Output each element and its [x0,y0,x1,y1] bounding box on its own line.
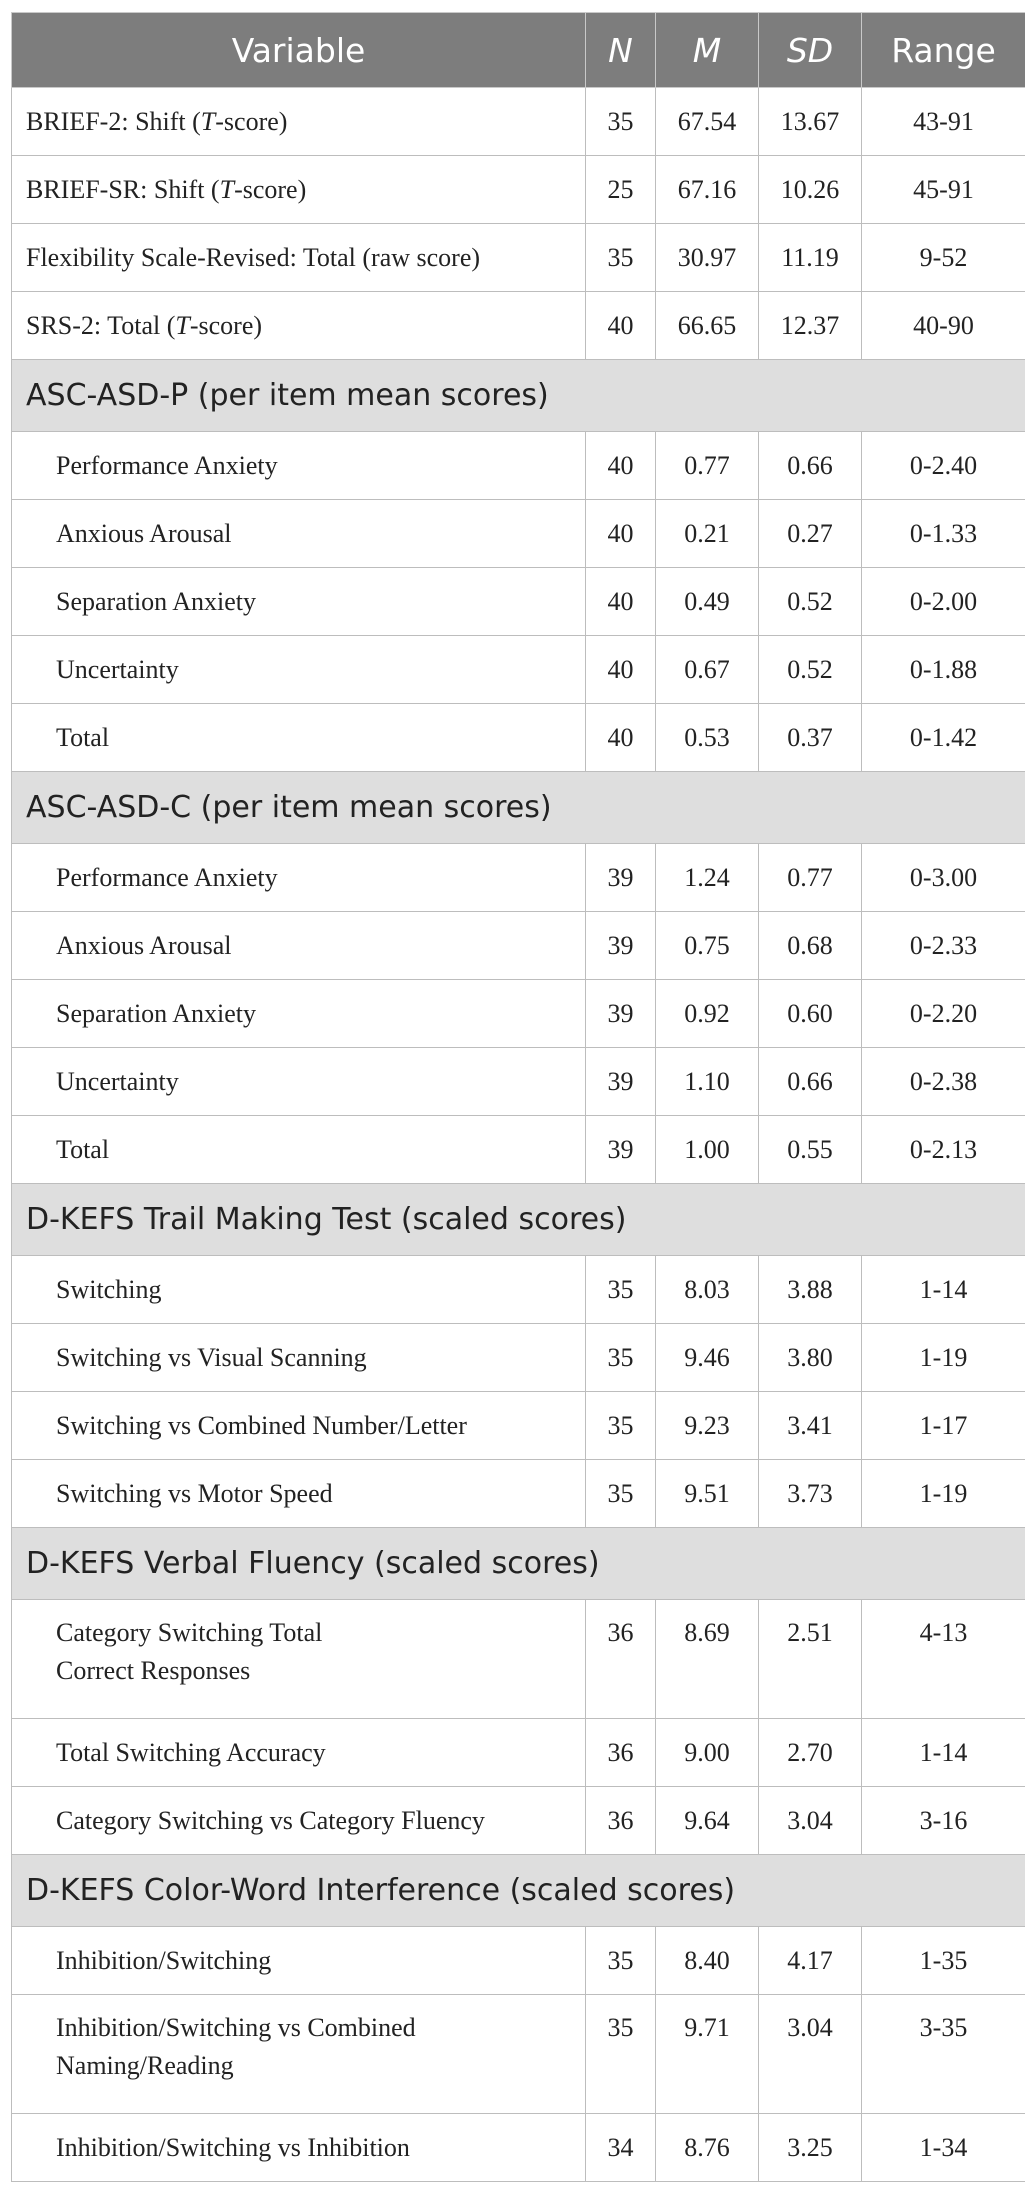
cell-m: 1.24 [656,844,759,912]
row-label: Inhibition/Switching [12,1927,586,1995]
cell-range: 1-19 [862,1324,1025,1392]
section-title: ASC-ASD-C (per item mean scores) [12,772,1025,844]
table-row [12,912,1025,980]
cell-range: 1-34 [862,2114,1025,2182]
row-label: Total [12,1116,586,1184]
section-title: D-KEFS Color-Word Interference (scaled scores) [12,1855,1025,1927]
cell-m: 0.77 [656,432,759,500]
cell-sd: 3.04 [759,1995,862,2114]
cell-n: 35 [586,1256,656,1324]
row-label: Switching vs Motor Speed [12,1460,586,1528]
cell-range: 0-1.88 [862,636,1025,704]
section-header-row [12,1855,1025,1927]
row-label: Anxious Arousal [12,912,586,980]
cell-sd: 2.70 [759,1719,862,1787]
cell-sd: 3.25 [759,2114,862,2182]
cell-range: 1-35 [862,1927,1025,1995]
header-range: Range [862,13,1025,88]
cell-m: 0.49 [656,568,759,636]
header-m: M [656,13,759,88]
cell-range: 0-1.42 [862,704,1025,772]
table-row [12,704,1025,772]
row-label: Uncertainty [12,636,586,704]
row-label: Total [12,704,586,772]
table-row [12,292,1025,360]
row-label: Total Switching Accuracy [12,1719,586,1787]
cell-n: 39 [586,1116,656,1184]
cell-sd: 10.26 [759,156,862,224]
table-row [12,1048,1025,1116]
cell-m: 0.92 [656,980,759,1048]
cell-range: 0-2.33 [862,912,1025,980]
cell-range: 1-19 [862,1460,1025,1528]
cell-n: 40 [586,704,656,772]
row-label: Performance Anxiety [12,432,586,500]
table-row [12,1256,1025,1324]
cell-n: 34 [586,2114,656,2182]
cell-m: 9.51 [656,1460,759,1528]
table-row [12,224,1025,292]
table-row [12,500,1025,568]
cell-range: 43-91 [862,88,1025,156]
cell-range: 45-91 [862,156,1025,224]
cell-n: 35 [586,1995,656,2114]
cell-sd: 0.77 [759,844,862,912]
cell-m: 8.76 [656,2114,759,2182]
table-row [12,432,1025,500]
row-label: Separation Anxiety [12,980,586,1048]
cell-n: 40 [586,292,656,360]
cell-range: 3-35 [862,1995,1025,2114]
cell-range: 4-13 [862,1600,1025,1719]
cell-sd: 3.80 [759,1324,862,1392]
cell-m: 9.00 [656,1719,759,1787]
cell-n: 36 [586,1600,656,1719]
cell-sd: 0.37 [759,704,862,772]
cell-range: 1-14 [862,1719,1025,1787]
row-label: Inhibition/Switching vs Inhibition [12,2114,586,2182]
table-row [12,1324,1025,1392]
cell-range: 0-2.00 [862,568,1025,636]
row-label: Flexibility Scale-Revised: Total (raw score) [12,224,586,292]
header-variable: Variable [12,13,586,88]
cell-sd: 0.27 [759,500,862,568]
row-label: Switching [12,1256,586,1324]
cell-sd: 0.66 [759,1048,862,1116]
cell-m: 66.65 [656,292,759,360]
cell-n: 35 [586,1460,656,1528]
cell-m: 9.71 [656,1995,759,2114]
table-row [12,88,1025,156]
cell-n: 36 [586,1719,656,1787]
section-header-row [12,360,1025,432]
header-n: N [586,13,656,88]
cell-m: 9.46 [656,1324,759,1392]
cell-m: 0.53 [656,704,759,772]
cell-m: 0.67 [656,636,759,704]
cell-n: 39 [586,1048,656,1116]
cell-m: 8.40 [656,1927,759,1995]
cell-n: 40 [586,636,656,704]
row-label: Category Switching Total Correct Responses [12,1600,586,1719]
cell-sd: 0.52 [759,636,862,704]
cell-m: 1.00 [656,1116,759,1184]
cell-sd: 0.66 [759,432,862,500]
cell-range: 0-2.13 [862,1116,1025,1184]
table-row [12,2114,1025,2182]
table-row [12,1719,1025,1787]
cell-range: 40-90 [862,292,1025,360]
header-row [12,13,1025,88]
descriptive-statistics-table [11,12,1025,2182]
cell-sd: 0.52 [759,568,862,636]
row-label: Switching vs Combined Number/Letter [12,1392,586,1460]
section-title: D-KEFS Verbal Fluency (scaled scores) [12,1528,1025,1600]
cell-sd: 3.88 [759,1256,862,1324]
cell-m: 0.21 [656,500,759,568]
cell-n: 39 [586,980,656,1048]
table-row [12,1995,1025,2114]
cell-range: 0-1.33 [862,500,1025,568]
section-header-row [12,1528,1025,1600]
cell-sd: 0.55 [759,1116,862,1184]
cell-sd: 4.17 [759,1927,862,1995]
cell-range: 0-3.00 [862,844,1025,912]
cell-range: 3-16 [862,1787,1025,1855]
cell-m: 67.16 [656,156,759,224]
section-header-row [12,772,1025,844]
cell-range: 0-2.40 [862,432,1025,500]
cell-sd: 3.73 [759,1460,862,1528]
cell-n: 40 [586,500,656,568]
cell-n: 39 [586,844,656,912]
cell-range: 0-2.20 [862,980,1025,1048]
row-label: Performance Anxiety [12,844,586,912]
table-row [12,1116,1025,1184]
row-label: BRIEF-SR: Shift (T-score) [12,156,586,224]
cell-sd: 11.19 [759,224,862,292]
cell-m: 0.75 [656,912,759,980]
section-title: ASC-ASD-P (per item mean scores) [12,360,1025,432]
table-row [12,1392,1025,1460]
cell-n: 35 [586,1324,656,1392]
row-label: Category Switching vs Category Fluency [12,1787,586,1855]
cell-sd: 12.37 [759,292,862,360]
cell-range: 0-2.38 [862,1048,1025,1116]
header-sd: SD [759,13,862,88]
cell-m: 8.69 [656,1600,759,1719]
cell-n: 25 [586,156,656,224]
table-row [12,1460,1025,1528]
cell-n: 39 [586,912,656,980]
cell-n: 35 [586,1927,656,1995]
cell-sd: 13.67 [759,88,862,156]
cell-range: 9-52 [862,224,1025,292]
table-row [12,980,1025,1048]
cell-sd: 2.51 [759,1600,862,1719]
cell-n: 35 [586,88,656,156]
cell-m: 67.54 [656,88,759,156]
cell-sd: 3.04 [759,1787,862,1855]
cell-n: 40 [586,432,656,500]
row-label: BRIEF-2: Shift (T-score) [12,88,586,156]
cell-m: 30.97 [656,224,759,292]
cell-range: 1-17 [862,1392,1025,1460]
cell-n: 35 [586,224,656,292]
row-label: Separation Anxiety [12,568,586,636]
table-row [12,568,1025,636]
table-row [12,1787,1025,1855]
cell-sd: 0.68 [759,912,862,980]
table-row [12,844,1025,912]
cell-sd: 3.41 [759,1392,862,1460]
row-label: Inhibition/Switching vs Combined Naming/Reading [12,1995,586,2114]
row-label: Uncertainty [12,1048,586,1116]
section-header-row [12,1184,1025,1256]
cell-sd: 0.60 [759,980,862,1048]
cell-n: 36 [586,1787,656,1855]
table-row [12,1927,1025,1995]
cell-m: 1.10 [656,1048,759,1116]
cell-m: 8.03 [656,1256,759,1324]
row-label: SRS-2: Total (T-score) [12,292,586,360]
table-row [12,156,1025,224]
row-label: Anxious Arousal [12,500,586,568]
section-title: D-KEFS Trail Making Test (scaled scores) [12,1184,1025,1256]
row-label: Switching vs Visual Scanning [12,1324,586,1392]
cell-m: 9.23 [656,1392,759,1460]
table-row [12,1600,1025,1719]
table-row [12,636,1025,704]
cell-n: 35 [586,1392,656,1460]
cell-n: 40 [586,568,656,636]
cell-range: 1-14 [862,1256,1025,1324]
cell-m: 9.64 [656,1787,759,1855]
